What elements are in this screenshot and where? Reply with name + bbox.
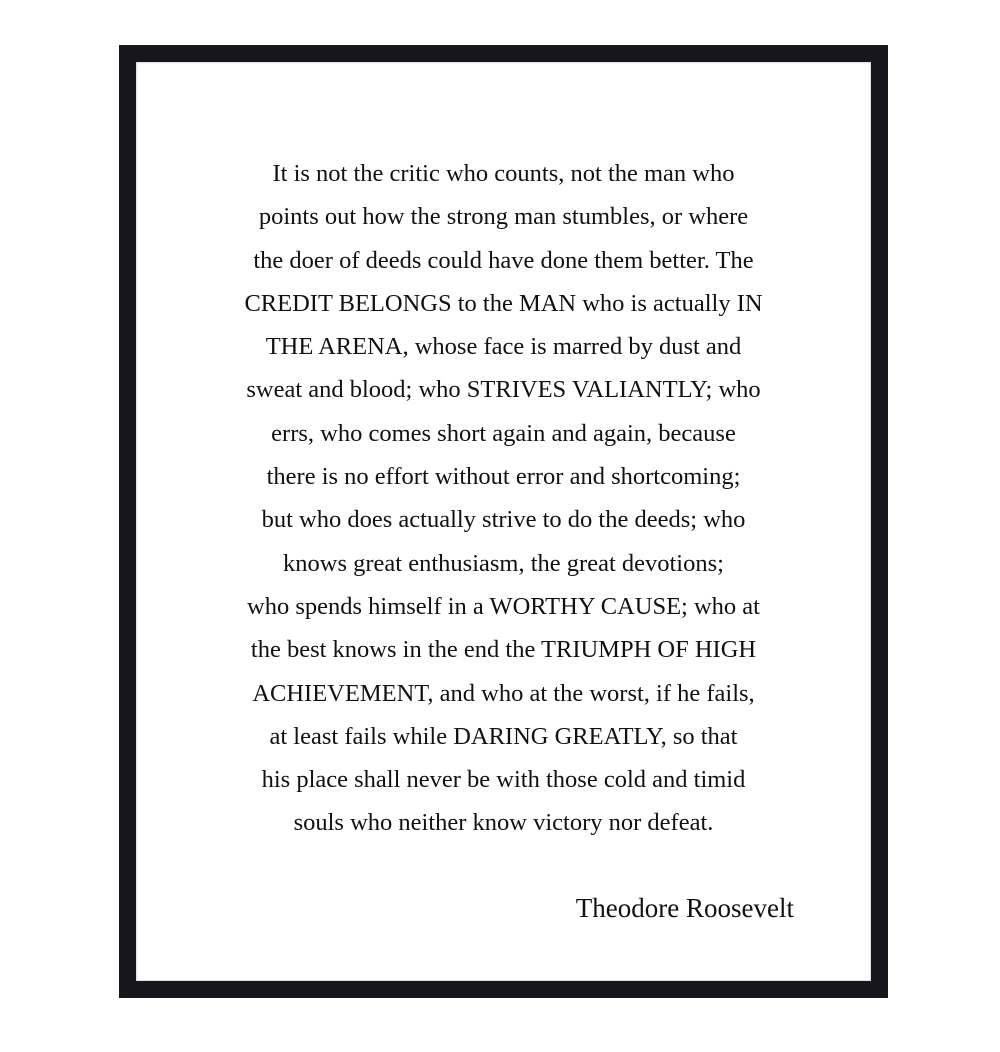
quote-line: ACHIEVEMENT, and who at the worst, if he fails, <box>252 679 755 707</box>
quote-line: who spends himself in a WORTHY CAUSE; who at <box>247 592 760 620</box>
quote-line: It is not the critic who counts, not the man who <box>272 160 735 187</box>
quote-line: the doer of deeds could have done them better. The <box>253 246 754 274</box>
quote-line: THE ARENA, whose face is marred by dust and <box>265 333 742 361</box>
quote-line: points out how the strong man stumbles, or where <box>258 203 749 231</box>
quote-line: knows great enthusiasm, the great devotions; <box>283 549 724 577</box>
poster-frame <box>119 45 888 998</box>
quote-line: there is no effort without error and shortcoming; <box>266 463 741 491</box>
quote-line: his place shall never be with those cold and timid <box>261 766 746 794</box>
quote-author: Theodore Roosevelt <box>575 893 794 923</box>
quote-line: but who does actually strive to do the deeds; who <box>261 506 746 534</box>
quote-line: the best knows in the end the TRIUMPH OF HIGH <box>250 636 757 664</box>
quote-line: souls who neither know victory nor defeat. <box>293 809 714 837</box>
quote-line: sweat and blood; who STRIVES VALIANTLY; who <box>246 376 761 404</box>
quote-line: at least fails while DARING GREATLY, so that <box>269 722 738 750</box>
quote-text <box>136 152 871 845</box>
quote-line: CREDIT BELONGS to the MAN who is actually IN <box>244 289 763 317</box>
quote-line: errs, who comes short again and again, because <box>271 419 736 447</box>
